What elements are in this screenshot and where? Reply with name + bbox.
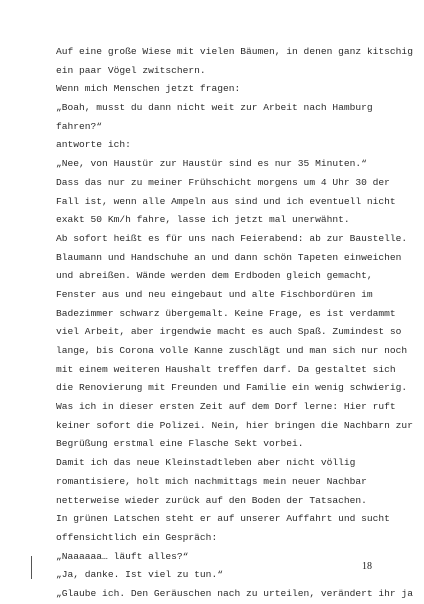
- text-line: „Glaube ich. Den Geräuschen nach zu urteilen, verändert ihr ja: [56, 587, 413, 599]
- text-line: Fall ist, wenn alle Ampeln aus sind und ich eventuell nicht: [56, 195, 396, 207]
- text-line: Begrüßung erstmal eine Flasche Sekt vorbei.: [56, 438, 304, 450]
- text-line: Dass das nur zu meiner Frühschicht morgens um 4 Uhr 30 der: [56, 176, 390, 188]
- text-line: fahren?“: [56, 120, 103, 132]
- text-line: „Ja, danke. Ist viel zu tun.“: [56, 569, 223, 581]
- text-line: Wenn mich Menschen jetzt fragen:: [56, 83, 241, 95]
- text-line: netterweise wieder zurück auf den Boden der Tatsachen.: [56, 494, 367, 506]
- text-line: „Nee, von Haustür zur Haustür sind es nur 35 Minuten.“: [56, 158, 367, 170]
- text-line: viel Arbeit, aber irgendwie macht es auch Spaß. Zumindest so: [56, 326, 402, 338]
- text-line: Blaumann und Handschuhe an und dann schön Tapeten einweichen: [56, 251, 402, 263]
- text-line: Ab sofort heißt es für uns nach Feierabend: ab zur Baustelle.: [56, 232, 408, 244]
- text-line: „Boah, musst du dann nicht weit zur Arbeit nach Hamburg: [56, 102, 373, 114]
- margin-line-marker: [31, 556, 32, 579]
- text-line: romantisiere, holt mich nachmittags mein neuer Nachbar: [56, 475, 367, 487]
- text-line: Damit ich das neue Kleinstadtleben aber nicht völlig: [56, 457, 356, 469]
- body-text: [56, 43, 413, 604]
- text-line: und abreißen. Wände werden dem Erdboden gleich gemacht,: [56, 270, 373, 282]
- text-line: Auf eine große Wiese mit vielen Bäumen, in denen ganz kitschig: [56, 46, 413, 57]
- text-line: lange, bis Corona volle Kanne zuschlägt und man sich nur noch: [56, 345, 408, 356]
- text-line: exakt 50 Km/h fahre, lasse ich jetzt mal unerwähnt.: [56, 214, 350, 226]
- text-line: offensichtlich ein Gespräch:: [56, 531, 218, 543]
- text-line: mit einem weiteren Haushalt treffen darf. Da gestaltet sich: [56, 363, 396, 375]
- text-line: Badezimmer schwarz übergemalt. Keine Frage, es ist verdammt: [56, 307, 396, 319]
- text-line: Fenster aus und neu eingebaut und alte Fischbordüren im: [56, 288, 373, 300]
- text-line: Was ich in dieser ersten Zeit auf dem Dorf lerne: Hier ruft: [56, 401, 396, 413]
- text-line: keiner sofort die Polizei. Nein, hier bringen die Nachbarn zur: [56, 419, 413, 431]
- text-line: „Naaaaaa… läuft alles?“: [56, 550, 189, 562]
- text-line: ein paar Vögel zwitschern.: [56, 64, 206, 76]
- text-line: antworte ich:: [56, 139, 131, 151]
- text-line: die Renovierung mit Freunden und Familie ein wenig schwierig.: [56, 382, 408, 394]
- page-number: 18: [362, 561, 372, 572]
- text-line: In grünen Latschen steht er auf unserer Auffahrt und sucht: [56, 513, 390, 525]
